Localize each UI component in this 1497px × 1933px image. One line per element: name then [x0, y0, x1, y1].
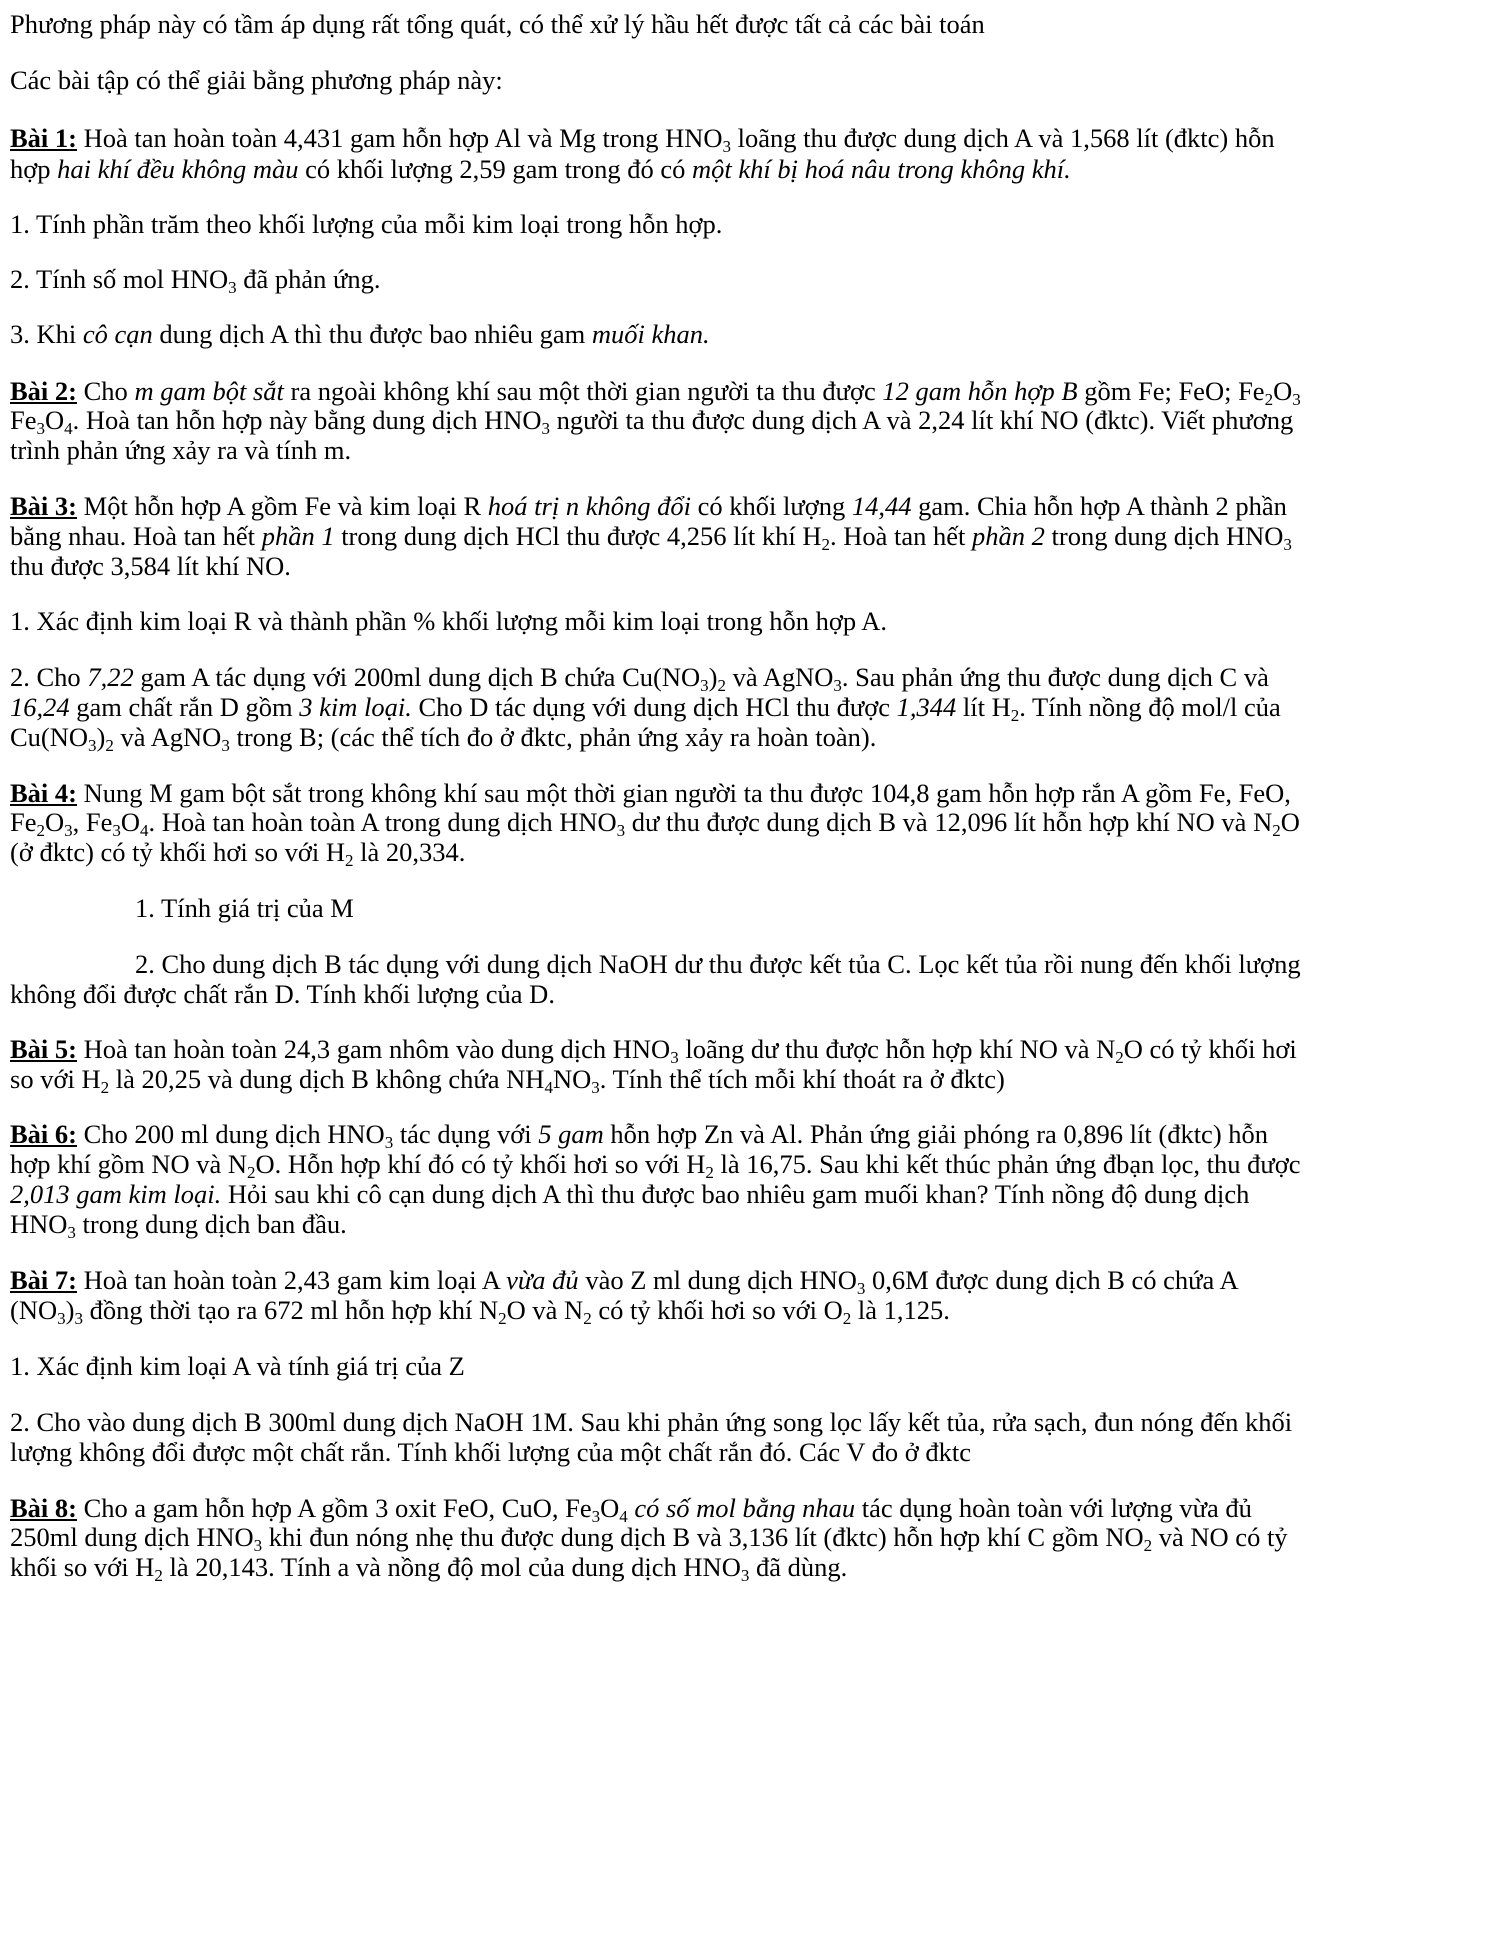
exercise-8-line-2: 250ml dung dịch $HNO_3$ khi đun nóng nhẹ thu được dung dịch B và 3,136 lít (đktc) hỗn hợp khí C gồm $NO_2$ và NO có tỷ [10, 1522, 1288, 1554]
exercise-7-question-2-line-1: 2. Cho vào dung dịch B 300ml dung dịch NaOH 1M. Sau khi phản ứng song lọc lấy kết tủa, rửa sạch, đun nóng đến khối [10, 1407, 1293, 1437]
exercise-8-label: Bài 8: [10, 1493, 77, 1523]
exercise-7-line-2: $(NO_3)_3$ đồng thời tạo ra 672 ml hỗn hợp khí $N_2O$ và $N_2$ có tỷ khối hơi so với $O_2$ là 1,125. [10, 1295, 950, 1327]
exercise-7-line-1: Bài 7: Hoà tan hoàn toàn 2,43 gam kim loại A vừa đủ vào Z ml dung dịch $HNO_3$ 0,6M được dung dịch B có chứa A [10, 1265, 1239, 1297]
exercise-5-label: Bài 5: [10, 1034, 77, 1064]
exercise-2-label: Bài 2: [10, 376, 77, 406]
exercise-6-line-4: $HNO_3$ trong dung dịch ban đầu. [10, 1209, 347, 1241]
exercise-1-label: Bài 1: [10, 123, 77, 153]
exercise-6-line-3: 2,013 gam kim loại. Hỏi sau khi cô cạn dung dịch A thì thu được bao nhiêu gam muối khan? Tính nồng độ dung dịch [10, 1179, 1250, 1209]
exercise-4-line-1: Bài 4: Nung M gam bột sắt trong không khí sau một thời gian người ta thu được 104,8 gam hỗn hợp rắn A gồm Fe, FeO, [10, 778, 1291, 808]
exercise-1-line-1: Bài 1: Hoà tan hoàn toàn 4,431 gam hỗn hợp Al và Mg trong $HNO_3$ loãng thu được dung dịch A và 1,568 lít (đktc) hỗn [10, 123, 1275, 155]
exercise-3-label: Bài 3: [10, 491, 77, 521]
exercise-8-line-1: Bài 8: Cho a gam hỗn hợp A gồm 3 oxit FeO, CuO, $Fe_3O_4$ có số mol bằng nhau tác dụng hoàn toàn với lượng vừa đủ [10, 1493, 1252, 1525]
exercise-3-question-2-line-3: $Cu(NO_3)_2$ và AgNO$_3$ trong B; (các thể tích đo ở đktc, phản ứng xảy ra hoàn toàn). [10, 722, 877, 754]
exercise-6-label: Bài 6: [10, 1119, 77, 1149]
exercise-2-line-2: $Fe_3O_4$. Hoà tan hỗn hợp này bằng dung dịch $HNO_3$ người ta thu được dung dịch A và 2,24 lít khí NO (đktc). Viết phương [10, 405, 1294, 437]
exercise-6-line-1: Bài 6: Cho 200 ml dung dịch $HNO_3$ tác dụng với 5 gam hỗn hợp Zn và Al. Phản ứng giải phóng ra 0,896 lít (đktc) hỗn [10, 1119, 1269, 1151]
exercise-3-question-2-line-1: 2. Cho 7,22 gam A tác dụng với 200ml dung dịch B chứa $Cu(NO_3)_2$ và AgNO$_3$. Sau phản ứng thu được dung dịch C và [10, 662, 1269, 694]
exercise-1-line-2: hợp hai khí đều không màu có khối lượng 2,59 gam trong đó có một khí bị hoá nâu trong không khí. [10, 154, 1071, 184]
exercise-4-question-2-line-1: 2. Cho dung dịch B tác dụng với dung dịch NaOH dư thu được kết tủa C. Lọc kết tủa rồi nung đến khối lượng [135, 949, 1301, 979]
exercise-3-line-1: Bài 3: Một hỗn hợp A gồm Fe và kim loại R hoá trị n không đổi có khối lượng 14,44 gam. Chia hỗn hợp A thành 2 phần [10, 491, 1287, 521]
exercise-7-question-2-line-2: lượng không đổi được một chất rắn. Tính khối lượng của một chất rắn đó. Các V đo ở đktc [10, 1437, 971, 1467]
exercise-5-line-1: Bài 5: Hoà tan hoàn toàn 24,3 gam nhôm vào dung dịch $HNO_3$ loãng dư thu được hỗn hợp khí NO và $N_2O$ có tỷ khối hơi [10, 1034, 1297, 1066]
exercise-2-line-1: Bài 2: Cho m gam bột sắt ra ngoài không khí sau một thời gian người ta thu được 12 gam hỗn hợp B gồm Fe; FeO; $Fe_2O_3$ [10, 376, 1301, 408]
exercise-4-line-3: (ở đktc) có tỷ khối hơi so với $H_2$ là 20,334. [10, 837, 466, 869]
exercise-4-line-2: $Fe_2O_3$, $Fe_3O_4$. Hoà tan hoàn toàn A trong dung dịch $HNO_3$ dư thu được dung dịch B và 12,096 lít hỗn hợp khí NO và $N_2O$ [10, 807, 1300, 839]
exercise-3-question-2-line-2: 16,24 gam chất rắn D gồm 3 kim loại. Cho D tác dụng với dung dịch HCl thu được 1,344 lít $H_2$. Tính nồng độ mol/l của [10, 692, 1281, 724]
exercise-7-question-1: 1. Xác định kim loại A và tính giá trị của Z [10, 1351, 465, 1381]
exercise-6-line-2: hợp khí gồm NO và $N_2O$. Hỗn hợp khí đó có tỷ khối hơi so với $H_2$ là 16,75. Sau khi kết thúc phản ứng đbạn lọc, thu được [10, 1149, 1301, 1181]
exercise-1-question-2: 2. Tính số mol $HNO_3$ đã phản ứng. [10, 264, 381, 296]
exercise-3-line-3: thu được 3,584 lít khí NO. [10, 551, 291, 581]
exercise-4-question-2-line-2: không đổi được chất rắn D. Tính khối lượng của D. [10, 979, 555, 1009]
intro-line-1: Phương pháp này có tầm áp dụng rất tổng quát, có thể xử lý hầu hết được tất cả các bài toán [10, 9, 985, 39]
exercise-4-label: Bài 4: [10, 778, 77, 808]
intro-line-2: Các bài tập có thể giải bằng phương pháp này: [10, 65, 503, 95]
exercise-1-question-3: 3. Khi cô cạn dung dịch A thì thu được bao nhiêu gam muối khan. [10, 319, 710, 349]
exercise-3-question-1: 1. Xác định kim loại R và thành phần % khối lượng mỗi kim loại trong hỗn hợp A. [10, 606, 888, 636]
exercise-2-line-3: trình phản ứng xảy ra và tính m. [10, 435, 352, 465]
exercise-3-line-2: bằng nhau. Hoà tan hết phần 1 trong dung dịch HCl thu được 4,256 lít khí $H_2$. Hoà tan hết phần 2 trong dung dịch $HNO_3$ [10, 521, 1292, 553]
exercise-8-line-3: khối so với $H_2$ là 20,143. Tính a và nồng độ mol của dung dịch $HNO_3$ đã dùng. [10, 1552, 848, 1584]
exercise-1-question-1: 1. Tính phần trăm theo khối lượng của mỗi kim loại trong hỗn hợp. [10, 209, 723, 239]
exercise-7-label: Bài 7: [10, 1265, 77, 1295]
exercise-4-question-1: 1. Tính giá trị của M [135, 893, 354, 923]
exercise-5-line-2: so với $H_2$ là 20,25 và dung dịch B không chứa $NH_4NO_3$. Tính thể tích mỗi khí thoát ra ở đktc) [10, 1064, 1005, 1096]
